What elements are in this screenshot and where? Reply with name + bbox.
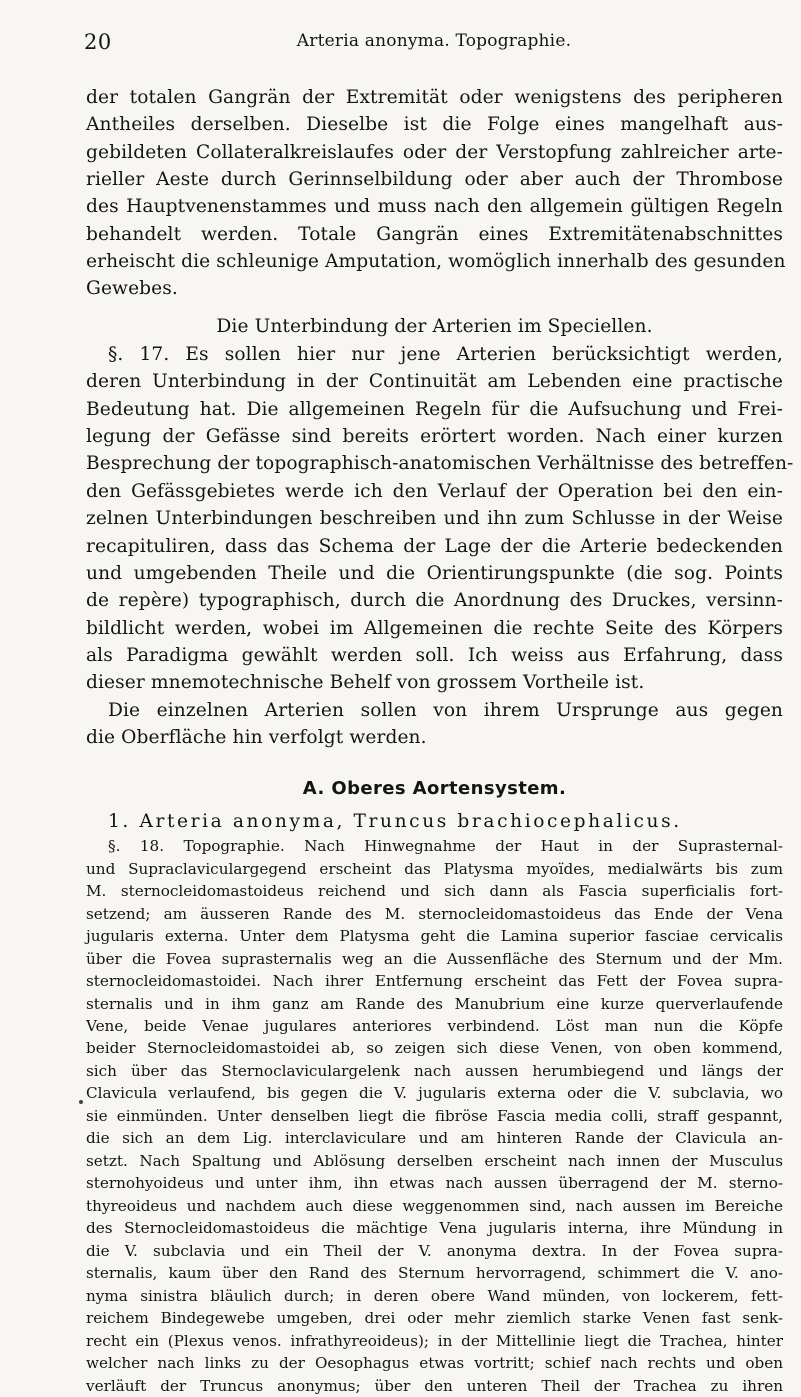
text-line: deren Unterbindung in der Continuität am Lebenden eine practische (86, 371, 783, 393)
chapter-heading: A. Oberes Aortensystem. (302, 778, 567, 800)
text-line: setzt. Nach Spaltung und Ablösung derselben erscheint nach innen der Musculus (86, 1151, 783, 1170)
text-line: als Paradigma gewählt werden soll. Ich weiss aus Erfahrung, dass (86, 644, 783, 666)
text-line: sie einmünden. Unter denselben liegt die fibröse Fascia media colli, straff gespannt, (86, 1106, 783, 1125)
text-line: erheischt die schleunige Amputation, womöglich innerhalb des gesunden (86, 251, 786, 273)
text-line: sternalis und in ihm ganz am Rande des Manubrium eine kurze querverlaufende (86, 994, 783, 1013)
text-line: sternocleidomastoidei. Nach ihrer Entfernung erscheint das Fett der Fovea supra- (86, 972, 783, 991)
text-line: und Supraclaviculargegend erscheint das Platysma myoïdes, medialwärts bis zum (86, 859, 783, 878)
text-column (86, 84, 794, 1397)
text-line: Besprechung der topographisch-anatomischen Verhältnisse des betreffen- (86, 453, 794, 475)
text-line: welcher nach links zu der Oesophagus etwas vortritt; schief nach rechts und oben (86, 1354, 783, 1373)
text-line: thyreoideus und nachdem auch diese weggenommen sind, nach aussen im Bereiche (86, 1196, 783, 1215)
running-head (84, 30, 784, 58)
margin-dot (79, 1100, 83, 1104)
text-line: sternohyoideus und unter ihm, ihn etwas nach aussen überragend der M. sterno- (86, 1174, 783, 1193)
text-line: legung der Gefässe sind bereits erörtert worden. Nach einer kurzen (86, 426, 783, 448)
text-line: Die einzelnen Arterien sollen von ihrem Ursprunge aus gegen (108, 699, 783, 721)
text-line: Bedeutung hat. Die allgemeinen Regeln für die Aufsuchung und Frei- (86, 398, 783, 420)
text-line: den Gefässgebietes werde ich den Verlauf der Operation bei den ein- (86, 480, 783, 502)
text-line: Clavicula verlaufend, bis gegen die V. jugularis externa oder die V. subclavia, wo (86, 1084, 783, 1103)
text-line: Antheiles derselben. Dieselbe ist die Folge eines mangelhaft aus- (86, 114, 783, 136)
text-line: die sich an dem Lig. interclaviculare und am hinteren Rande der Clavicula an- (86, 1129, 783, 1148)
text-line: über die Fovea suprasternalis weg an die Aussenfläche des Sternum und der Mm. (86, 949, 783, 968)
text-line: §. 18. Topographie. Nach Hinwegnahme der Haut in der Suprasternal- (108, 837, 783, 856)
paragraph-topographie (86, 835, 783, 1397)
text-line: gebildeten Collateralkreislaufes oder der Verstopfung zahlreicher arte- (86, 141, 783, 163)
text-line: der totalen Gangrän der Extremität oder wenigstens des peripheren (86, 87, 783, 108)
text-line: §. 17. Es sollen hier nur jene Arterien berücksichtigt werden, (108, 344, 783, 366)
text-line: rieller Aeste durch Gerinnselbildung oder aber auch der Thrombose (86, 169, 783, 191)
text-line: des Sternocleidomastoideus die mächtige Vena jugularis interna, ihre Mündung in (86, 1219, 783, 1238)
paragraph-gangrene (86, 84, 786, 303)
text-line: nyma sinistra bläulich durch; in deren obere Wand münden, von lockerem, fett- (86, 1286, 783, 1305)
text-line: Gewebes. (86, 278, 178, 300)
text-line: jugularis externa. Unter dem Platysma geht die Lamina superior fasciae cervicalis (86, 927, 783, 946)
text-line: sternalis, kaum über den Rand des Sternum hervorragend, schimmert die V. ano- (86, 1264, 783, 1283)
text-line: M. sternocleidomastoideus reichend und sich dann als Fascia superficialis fort- (86, 882, 783, 901)
text-line: und umgebenden Theile und die Orientirungspunkte (die sog. Points (86, 562, 783, 584)
text-line: beider Sternocleidomastoidei ab, so zeigen sich diese Venen, von oben kommend, (86, 1039, 783, 1058)
text-line: behandelt werden. Totale Gangrän eines Extremitätenabschnittes (86, 223, 783, 245)
text-line: verläuft der Truncus anonymus; über den unteren Theil der Trachea zu ihren (86, 1376, 783, 1395)
text-line: recapituliren, dass das Schema der Lage der die Arterie bedeckenden (86, 535, 783, 557)
text-line: zelnen Unterbindungen beschreiben und ihn zum Schlusse in der Weise (86, 508, 783, 530)
text-line: Vene, beide Venae jugulares anteriores verbindend. Löst man nun die Köpfe (86, 1017, 783, 1035)
text-line: des Hauptvenenstammes und muss nach den allgemein gültigen Regeln (86, 196, 783, 218)
text-line: setzend; am äusseren Rande des M. sternocleidomastoideus das Ende der Vena (86, 904, 783, 923)
text-line: recht ein (Plexus venos. infrathyreoideus); in der Mittellinie liegt die Trachea, hinter (86, 1331, 783, 1350)
text-line: die V. subclavia und ein Theil der V. anonyma dextra. In der Fovea supra- (86, 1241, 783, 1260)
text-line: dieser mnemotechnische Behelf von grossem Vortheile ist. (86, 672, 645, 694)
subheading-arteria-anonyma: 1. Arteria anonyma, Truncus brachiocephalicus. (108, 811, 682, 833)
text-line: reichem Bindegewebe umgeben, drei oder mehr ziemlich starke Venen fast senk- (86, 1309, 783, 1328)
running-title: Arteria anonyma. Topographie. (296, 31, 572, 51)
text-line: die Oberfläche hin verfolgt werden. (86, 726, 427, 748)
section-title-block (86, 313, 783, 340)
text-line: de repère) typographisch, durch die Anordnung des Druckes, versinn- (86, 590, 783, 612)
text-line: bildlicht werden, wobei im Allgemeinen die rechte Seite des Körpers (86, 617, 783, 639)
page-number: 20 (84, 30, 112, 54)
paragraph-section-17 (86, 341, 794, 696)
paragraph-origins (86, 697, 783, 752)
text-line: sich über das Sternoclaviculargelenk nach aussen herumbiegend und längs der (86, 1061, 783, 1080)
section-title: Die Unterbindung der Arterien im Speciellen. (216, 315, 653, 337)
